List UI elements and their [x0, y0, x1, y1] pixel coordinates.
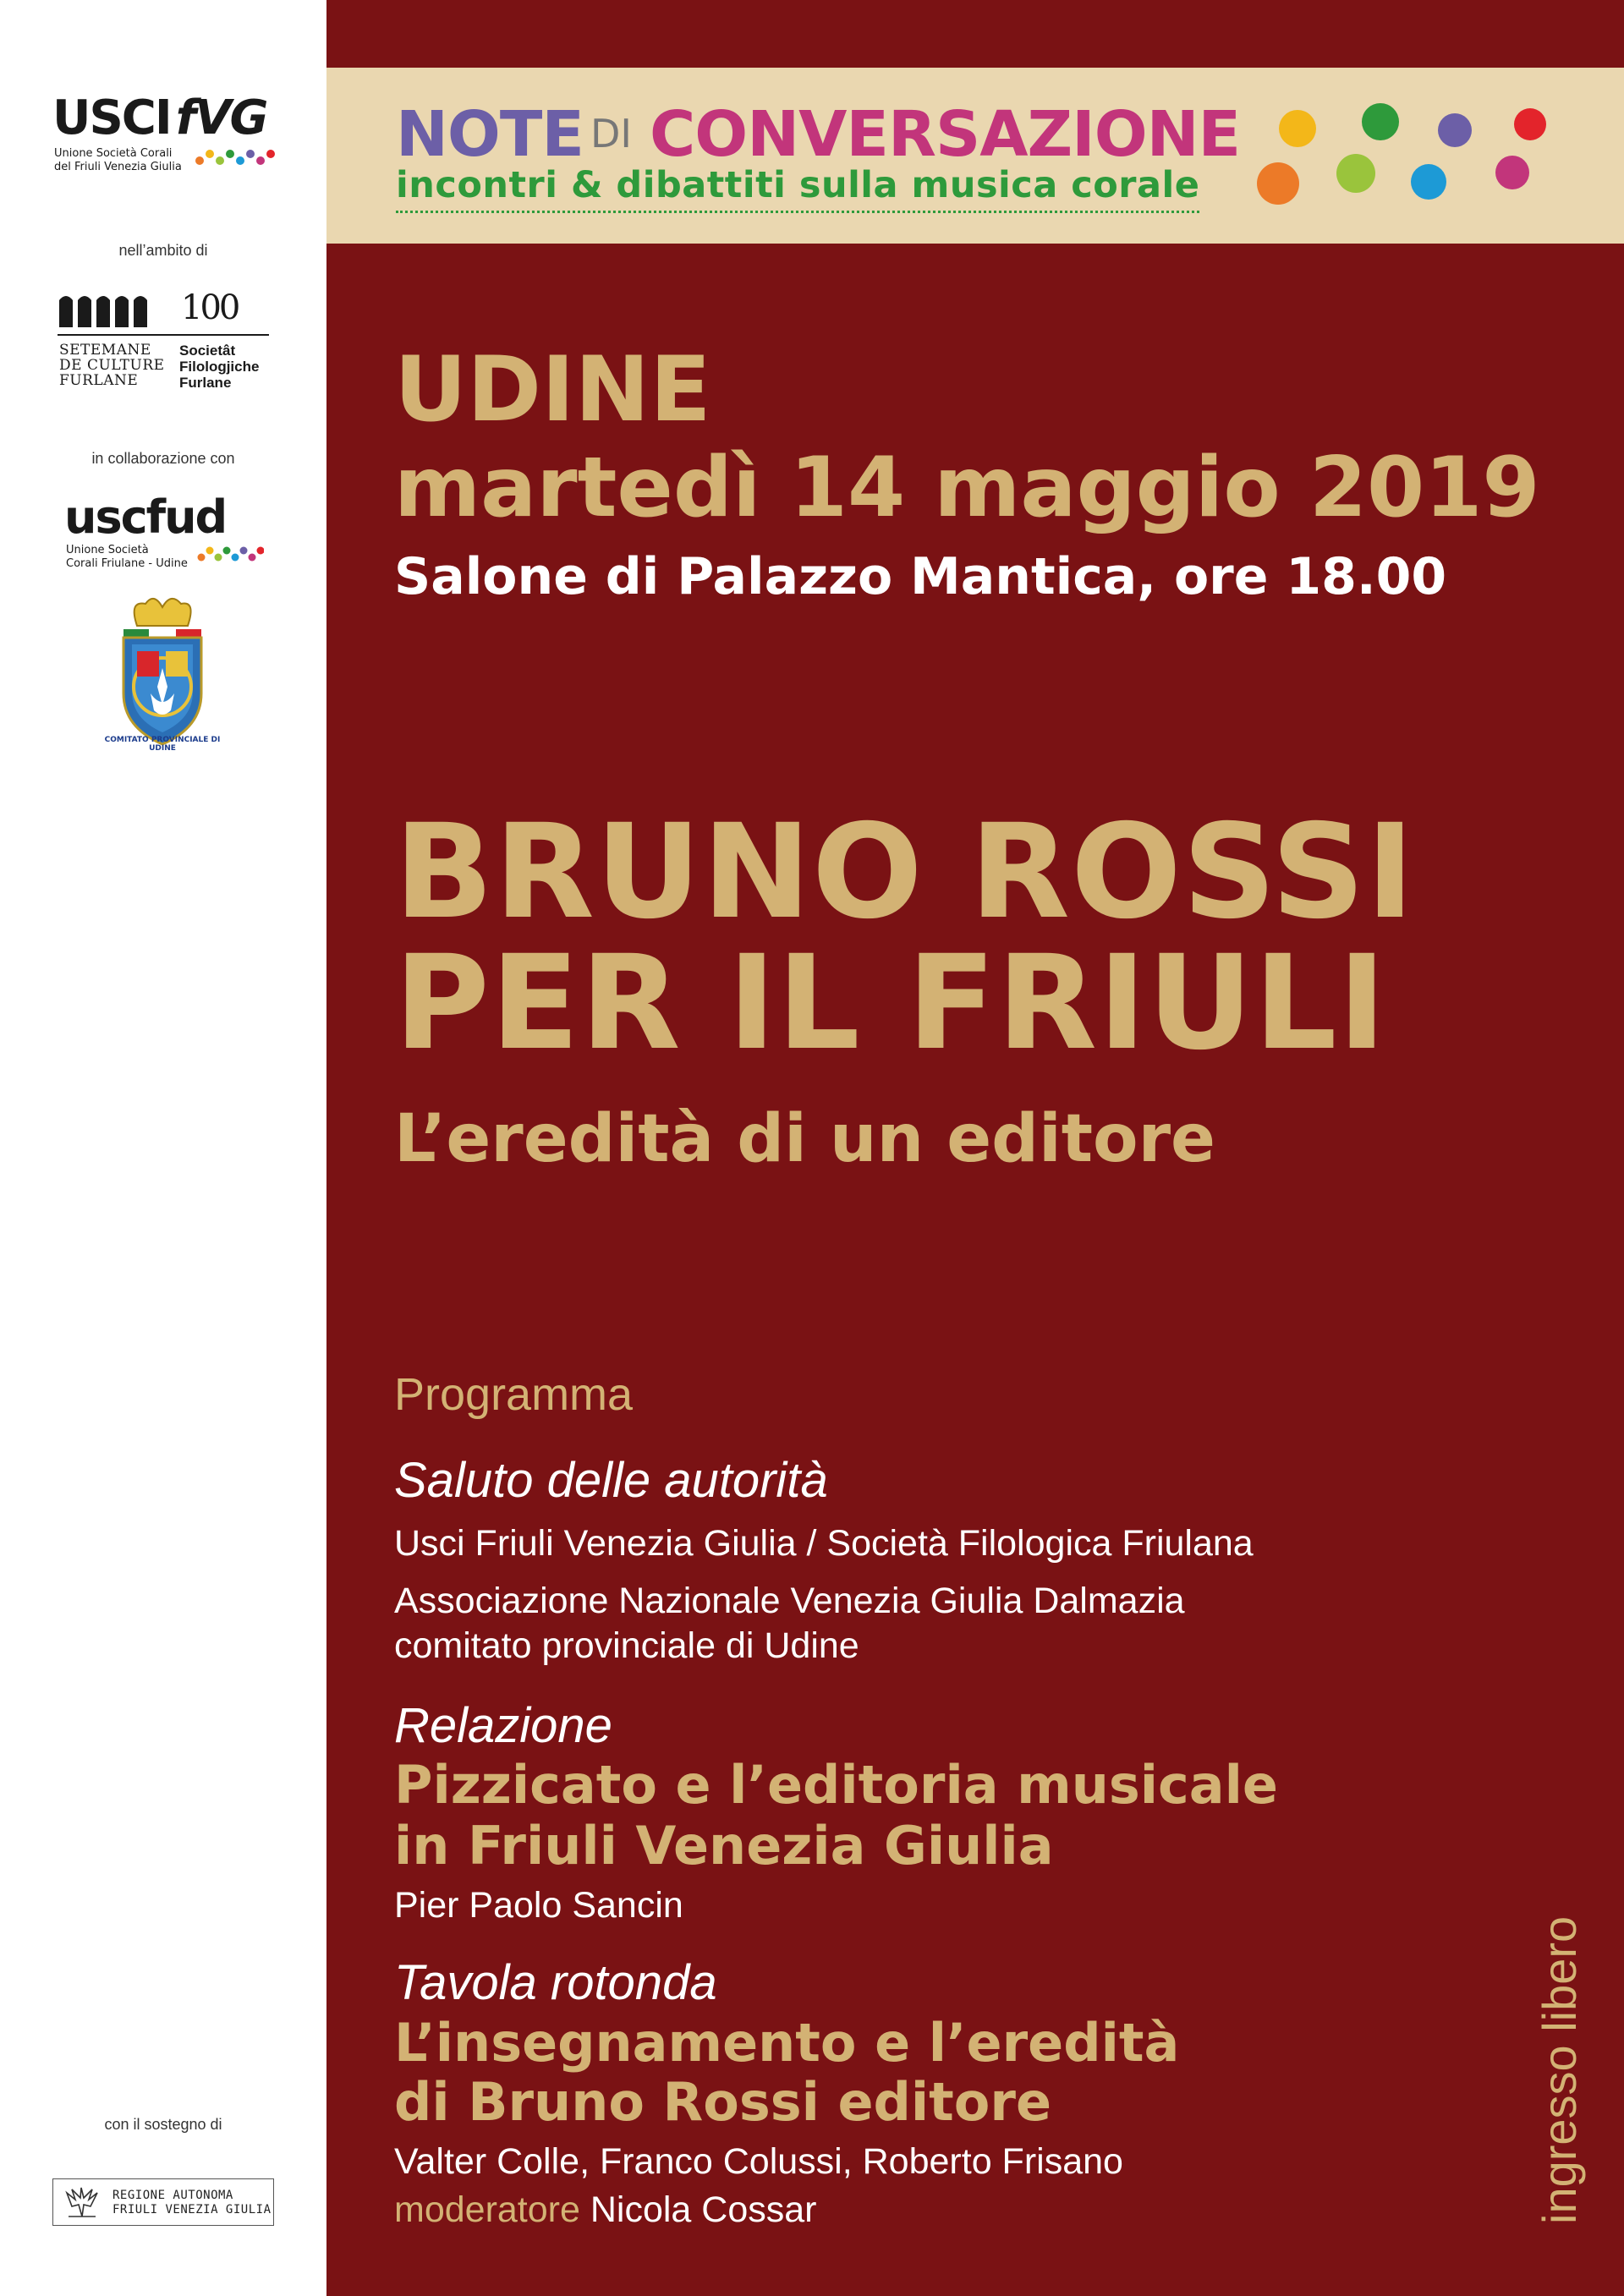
tavola-title-line1: L’insegnamento e l’eredità	[394, 2012, 1180, 2074]
tavola-heading: Tavola rotonda	[394, 1955, 717, 2010]
event-title-line1: BRUNO ROSSI	[394, 797, 1416, 948]
moderator-name: Nicola Cossar	[590, 2189, 817, 2230]
dot-purple	[1438, 113, 1472, 147]
sfr-100-logo	[58, 288, 277, 393]
dot-lime	[1336, 154, 1375, 193]
setemane-text: SETEMANE DE CULTURE FURLANE	[59, 342, 165, 389]
relazione-title-line1: Pizzicato e l’editoria musicale	[394, 1754, 1278, 1816]
dot-orange	[1257, 162, 1299, 205]
logo-divider	[58, 334, 269, 336]
usci-color-dots-icon	[193, 144, 277, 169]
dot-blue	[1411, 164, 1446, 200]
event-date: martedì 14 maggio 2019	[394, 440, 1540, 536]
saluto-heading: Saluto delle autorità	[394, 1453, 828, 1508]
event-city: UDINE	[394, 337, 711, 441]
event-subtitle: L’eredità di un editore	[394, 1101, 1215, 1177]
banner-tagline: incontri & dibattiti sulla musica corale	[396, 167, 1199, 213]
series-banner	[326, 68, 1624, 244]
uscf-ud-logo	[64, 490, 284, 571]
usci-logo-subtitle: Unione Società Corali del Friuli Venezia Giulia	[54, 147, 182, 173]
saluto-line1: Usci Friuli Venezia Giulia / Società Filologica Friulana	[394, 1523, 1254, 1564]
usci-logo-wordmark: USCI fVG	[52, 90, 267, 145]
dot-red	[1514, 108, 1546, 140]
caption-collaborazione: in collaborazione con	[91, 450, 235, 467]
regione-text: REGIONE AUTONOMA FRIULI VENEZIA GIULIA	[112, 2189, 272, 2217]
caption-sostegno: con il sostegno di	[104, 2116, 222, 2133]
saluto-line2: Associazione Nazionale Venezia Giulia Dalmazia	[394, 1581, 1185, 1621]
caption-ambito: nell’ambito di	[118, 242, 208, 259]
tavola-panelists: Valter Colle, Franco Colussi, Roberto Frisano	[394, 2141, 1123, 2182]
arches-icon	[58, 292, 156, 327]
relazione-speaker: Pier Paolo Sancin	[394, 1885, 683, 1926]
sfr-number: 100	[181, 288, 239, 327]
admission-note: ingresso libero	[1533, 1915, 1586, 2224]
sponsor-sidebar	[0, 0, 326, 2296]
event-panel	[326, 0, 1624, 2296]
usci-fvg-logo	[52, 90, 281, 173]
banner-di-word: DI	[590, 111, 632, 156]
dot-magenta	[1495, 156, 1529, 189]
banner-conversazione-word: CONVERSAZIONE	[650, 98, 1241, 171]
uscfud-wordmark: uscfud	[64, 490, 227, 544]
crest-caption: COMITATO PROVINCIALE DI UDINE	[104, 736, 221, 753]
dot-yellow	[1279, 110, 1316, 147]
relazione-heading: Relazione	[394, 1698, 612, 1753]
relazione-title-line2: in Friuli Venezia Giulia	[394, 1815, 1054, 1877]
eagle-icon	[63, 2186, 99, 2220]
event-venue: Salone di Palazzo Mantica, ore 18.00	[394, 547, 1447, 606]
moderator-label: moderatore	[394, 2189, 580, 2230]
coat-of-arms-icon	[112, 592, 213, 753]
banner-note-word: NOTE	[396, 98, 584, 171]
regione-fvg-logo	[52, 2178, 274, 2226]
uscfud-subtitle: Unione Società Corali Friulane - Udine	[66, 544, 188, 570]
saluto-line3: comitato provinciale di Udine	[394, 1625, 859, 1666]
societat-text: Societât Filologjiche Furlane	[179, 342, 260, 391]
event-title-line2: PER IL FRIULI	[394, 928, 1387, 1079]
tavola-title-line2: di Bruno Rossi editore	[394, 2071, 1052, 2133]
tavola-moderator	[394, 2189, 817, 2230]
dot-green	[1362, 103, 1399, 140]
uscfud-color-dots-icon	[196, 542, 264, 566]
color-dots-icon	[1257, 101, 1612, 220]
program-heading: Programma	[394, 1369, 634, 1420]
